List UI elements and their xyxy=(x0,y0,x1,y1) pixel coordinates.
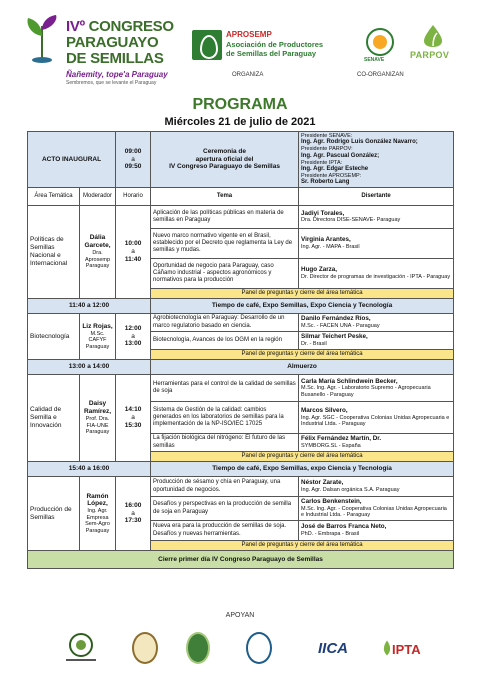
talk-speaker: José de Barros Franca Neto, PhD. - Embrapa - Brasil xyxy=(299,521,454,541)
closing-row xyxy=(28,551,454,569)
acto-presidents: Presidente SENAVE: Ing. Agr. Rodrigo Luis González Navarro; Presidente PARPOV: Ing. Agr. Pascual González; Presidente IPTA: Ing. Agr. Edgar Esteche Presidente APROSEMP: Sr. Roberto Lang xyxy=(299,132,454,188)
ipta-leaf-icon xyxy=(382,638,392,658)
block2-moderator: Liz Rojas, M.Sc. CAFYF Paraguay xyxy=(80,314,116,360)
seal-icon xyxy=(132,632,158,664)
talk-speaker: Danilo Fernández Ríos, M.Sc. - FACEN UNA - Paraguay xyxy=(299,314,454,332)
header xyxy=(0,0,480,92)
block1-horario: 10:00 a 11:40 xyxy=(116,206,151,299)
talk-speaker: Marcos Silvero, Ing. Agr. SGC - Cooperativa Colonias Unidas Agropecuaria e Industrial Ltda. - Paraguay xyxy=(299,402,454,434)
talk-tema: Nuevo marco normativo vigente en el Brasil, establecido por el Decreto que reglamenta la Ley de semillas y mudas. xyxy=(151,229,299,259)
break-row xyxy=(28,462,454,477)
block2-area: Biotecnología xyxy=(28,314,80,360)
talk-tema: Aplicación de las políticas públicas en materia de semillas en Paraguay xyxy=(151,206,299,229)
break2-time: 15:40 a 16:00 xyxy=(28,462,151,477)
block4-horario: 16:00 a 17:30 xyxy=(116,477,151,551)
parpov-label: PARPOV xyxy=(410,50,450,60)
talk-tema: Sistema de Gestión de la calidad: cambios generados en los laboratorios de semillas para la implementación de la NP-ISO/IEC 17025 xyxy=(151,402,299,434)
sponsor-blue-logo xyxy=(246,632,272,664)
aprosemp-seed-icon xyxy=(192,30,222,60)
table-row xyxy=(28,477,454,497)
table-row xyxy=(28,206,454,229)
senave-logo xyxy=(364,28,394,63)
page-title: PROGRAMA xyxy=(192,96,288,113)
table-row xyxy=(28,314,454,332)
talk-tema: Nueva era para la producción de semillas de soja. Desafíos y nuevas herramientas. xyxy=(151,521,299,541)
block3-area: Calidad de Semilla e Innovación xyxy=(28,375,80,462)
talk-speaker: Hugo Zarza, Dr. Director de programas de investigación - IPTA - Paraguay xyxy=(299,259,454,289)
block1-moderator: Dália Garcete, Dra. Aprosemp Paraguay xyxy=(80,206,116,299)
panel-label: Panel de preguntas y cierre del área temática xyxy=(151,541,454,551)
page-date: Miércoles 21 de julio de 2021 xyxy=(164,116,316,128)
acto-label: ACTO INAUGURAL xyxy=(28,132,116,188)
logo-tagline: Ñañemity, tope'a Paraguay xyxy=(66,70,168,79)
university-logo xyxy=(62,632,100,664)
talk-speaker: Virginia Arantes, Ing. Agr. - MAPA - Brasil xyxy=(299,229,454,259)
seed-sprout-icon xyxy=(22,14,62,64)
logo-tagline-sub: Sembremos, que se levante el Paraguay xyxy=(66,80,157,86)
block3-moderator: Daisy Ramírez, Prof. Dra. FIA-UNE Paraguay xyxy=(80,375,116,462)
logo-line-3: DE SEMILLAS xyxy=(66,50,164,67)
congress-logo xyxy=(22,10,174,90)
talk-tema: Desafíos y perspectivas en la producción de semilla de soja en Paraguay xyxy=(151,497,299,521)
aprosemp-name: APROSEMP xyxy=(226,30,272,39)
table-header-row xyxy=(28,188,454,206)
break1-label: Tiempo de café, Expo Semillas, Expo Ciencia y Tecnología xyxy=(151,299,454,314)
talk-speaker: Jadiyi Torales, Dra. Directora DISE-SENAVE- Paraguay xyxy=(299,206,454,229)
green-circle-icon xyxy=(186,632,210,664)
talk-tema: Herramientas para el control de la calidad de semillas de soja xyxy=(151,375,299,402)
senave-label: SENAVE xyxy=(364,57,385,63)
blue-seal-icon xyxy=(246,632,272,664)
block4-moderator: Ramón López, Ing. Agr. Empresa Sem-Agro Paraguay xyxy=(80,477,116,551)
leaf-drop-icon xyxy=(422,24,444,48)
col-moderador: Moderador xyxy=(80,188,116,206)
program-table xyxy=(27,131,454,569)
col-tema: Tema xyxy=(151,188,299,206)
logo-line-1: IVº CONGRESO xyxy=(66,18,174,35)
block1-area: Políticas de Semillas Nacional e Internacional xyxy=(28,206,80,299)
organiza-caption: ORGANIZA xyxy=(232,72,264,78)
block2-horario: 12:00 a 13:00 xyxy=(116,314,151,360)
talk-tema: La fijación biológica del nitrógeno: El futuro de las semillas xyxy=(151,434,299,452)
sponsor-seal-logo xyxy=(132,632,158,664)
iica-wordmark: IICA xyxy=(318,640,348,657)
aprosemp-fullname-1: Asociación de Productores xyxy=(226,40,324,49)
talk-tema: Agrobiotecnología en Paraguay: Desarrollo de un marco regulatorio basado en ciencia. xyxy=(151,314,299,332)
lunch-label: Almuerzo xyxy=(151,360,454,375)
break1-time: 11:40 a 12:00 xyxy=(28,299,151,314)
talk-tema: Biotecnología, Avances de los OGM en la región xyxy=(151,332,299,350)
break2-label: Tiempo de café, Expo Semillas, expo Ciencia y Tecnología xyxy=(151,462,454,477)
acto-tema: Ceremonia de apertura oficial del IV Congreso Paraguayo de Semillas xyxy=(151,132,299,188)
col-disertante: Disertante xyxy=(299,188,454,206)
panel-label: Panel de preguntas y cierre del área temática xyxy=(151,350,454,360)
talk-speaker: Néstor Zarate, Ing. Agr. Dalsan orgánica S.A. Paraguay xyxy=(299,477,454,497)
panel-label: Panel de preguntas y cierre del área temática xyxy=(151,452,454,462)
ipta-wordmark: IPTA xyxy=(392,642,421,657)
coorganizan-caption: CO-ORGANIZAN xyxy=(357,72,404,78)
talk-speaker: Carlos Benkenstein, M.Sc. Ing. Agr. - Cooperativa Colonias Unidas Agropecuaria e Industrial Ltda. - Paraguay xyxy=(299,497,454,521)
logo-line-2: PARAGUAYO xyxy=(66,34,159,51)
block4-area: Producción de Semillas xyxy=(28,477,80,551)
iica-logo xyxy=(318,632,358,664)
panel-label: Panel de preguntas y cierre del área temática xyxy=(151,289,454,299)
aprosemp-logo xyxy=(192,30,332,66)
aprosemp-fullname-2: de Semillas del Paraguay xyxy=(226,49,317,58)
lunch-time: 13:00 a 14:00 xyxy=(28,360,151,375)
acto-horario: 09:00 a 09:50 xyxy=(116,132,151,188)
ipta-logo xyxy=(382,632,422,664)
block3-horario: 14:10 a 15:30 xyxy=(116,375,151,462)
talk-speaker: Félix Fernández Martín, Dr. SYMBORG.SL - España xyxy=(299,434,454,452)
lunch-row xyxy=(28,360,454,375)
talk-speaker: Carla María Schlindwein Becker, M.Sc. Ing. Agr. - Laboratorio Supremo - Agropecuaria Busanello - Paraguay xyxy=(299,375,454,402)
table-row xyxy=(28,375,454,402)
university-seal-icon xyxy=(62,632,100,664)
break-row xyxy=(28,299,454,314)
table-row xyxy=(28,132,454,188)
parpov-logo xyxy=(408,24,458,64)
col-area: Área Temática xyxy=(28,188,80,206)
sponsor-green-logo xyxy=(186,632,210,664)
talk-tema: Producción de sésamo y chía en Paraguay, una oportunidad de negocios. xyxy=(151,477,299,497)
talk-tema: Oportunidad de negocio para Paraguay, caso Cáñamo industrial - aspectos agronómicos y normativos para la producción xyxy=(151,259,299,289)
closing-label: Cierre primer día IV Congreso Paraguayo de Semillas xyxy=(28,551,454,569)
talk-speaker: Silmar Teichert Peske, Dr. - Brasil xyxy=(299,332,454,350)
col-horario: Horario xyxy=(116,188,151,206)
apoyan-caption: APOYAN xyxy=(225,612,255,619)
